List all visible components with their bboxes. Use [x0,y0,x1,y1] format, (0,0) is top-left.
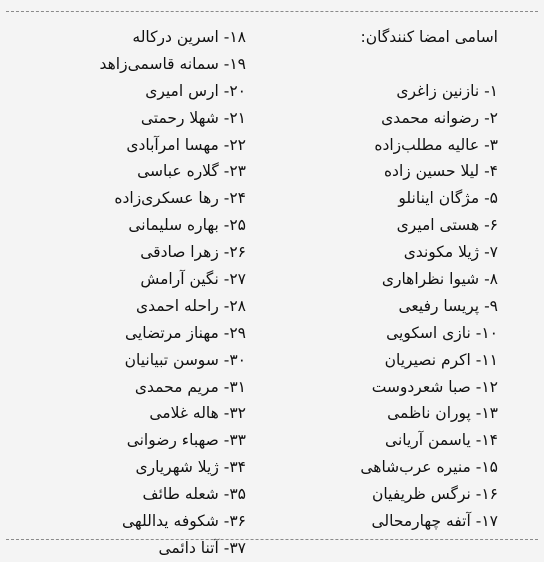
signatory-name: هاله غلامی [149,404,219,423]
signatory-number: ۳- [484,135,498,154]
signatory-number: ۱- [484,81,498,100]
list-heading: اسامی امضا کنندگان: [360,28,498,46]
signatory-name: نگین آرامش [140,270,219,289]
signatory-name: ژیلا شهریاری [135,458,219,477]
signatory-number: ۵- [484,189,498,208]
signatory-number: ۲۲- [223,135,246,154]
signatories-list-right [298,78,498,535]
signatory-number: ۳۰- [223,350,246,369]
signatory-item [16,347,246,374]
signatory-item [298,212,498,239]
signatory-number: ۱۱- [475,350,498,369]
signatory-name: نرگس ظریفیان [372,485,471,504]
signatory-number: ۲۳- [223,162,246,181]
signatory-number: ۲۶- [223,243,246,262]
signatory-item [298,185,498,212]
signatory-name: عالیه مطلب‌زاده [374,135,480,154]
signatory-name: رها عسکری‌زاده [114,189,219,208]
signatory-item [16,320,246,347]
signatory-number: ۷- [484,243,498,262]
signatory-item [298,132,498,159]
signatory-item [16,266,246,293]
signatory-number: ۳۴- [223,458,246,477]
signatory-item [16,239,246,266]
signatory-item [16,427,246,454]
signatory-name: ژیلا مکوندی [403,243,480,262]
heading-spacer [298,51,498,78]
signatories-list-left [16,24,246,562]
signatory-name: پریسا رفیعی [398,296,480,315]
signatory-name: گلاره عباسی [137,162,219,181]
signatory-item [16,132,246,159]
signatory-item [298,239,498,266]
signatory-number: ۲۷- [223,270,246,289]
signatory-name: اسرین درکاله [132,28,219,46]
signatory-number: ۴- [484,162,498,181]
signatory-item [16,454,246,481]
signatory-name: ارس امیری [145,81,219,100]
signatory-number: ۱۶- [475,485,498,504]
signatory-number: ۳۵- [223,485,246,504]
signatory-item [16,508,246,535]
signatory-item [298,78,498,105]
signatory-number: ۳۱- [223,377,246,396]
signatory-item [298,400,498,427]
signatory-item [298,508,498,535]
signatory-number: ۳۶- [223,512,246,531]
signatory-name: پوران ناظمی [387,404,471,423]
signatory-name: اکرم نصیریان [384,350,471,369]
signatory-item [298,427,498,454]
bottom-divider [6,539,538,540]
signatory-number: ۱۸- [223,28,246,46]
signatory-name: رضوانه محمدی [381,108,480,127]
signatory-name: راحله احمدی [135,296,219,315]
signatory-name: سوسن تبیانیان [124,350,219,369]
signatory-item [16,212,246,239]
signatory-name: مریم محمدی [134,377,219,396]
signatory-item [298,105,498,132]
signatory-item [16,105,246,132]
signatory-name: نازنین زاغری [396,81,480,100]
signatory-item [16,24,246,51]
signatory-item [298,158,498,185]
signatory-name: یاسمن آریانی [385,431,471,450]
signatory-item [16,51,246,78]
signatory-item [16,374,246,401]
signatory-number: ۱۹- [223,54,246,73]
signatory-number: ۱۳- [475,404,498,423]
signatory-number: ۸- [484,270,498,289]
signatory-name: مهناز مرتضایی [124,323,219,342]
signatory-name: شعله طائف [142,485,219,504]
signatory-name: مهسا امرآبادی [126,135,219,154]
signatory-item [298,347,498,374]
signatory-name: شهلا رحمتی [140,108,219,127]
signatory-number: ۱۲- [475,377,498,396]
signatory-item [298,266,498,293]
signatory-number: ۱۴- [475,431,498,450]
signatory-number: ۲- [484,108,498,127]
signatory-name: بهاره سلیمانی [128,216,219,235]
signatory-number: ۲۱- [223,108,246,127]
signatory-name: صبا شعردوست [371,377,471,396]
signatory-name: نازی اسکویی [386,323,471,342]
signatory-number: ۲۸- [223,296,246,315]
signatory-name: لیلا حسین زاده [383,162,480,181]
signatory-number: ۱۵- [475,458,498,477]
signatory-name: زهرا صادقی [140,243,219,262]
signatory-name: آتنا دائمی [158,538,219,557]
signatory-name: صهباء رضوانی [126,431,219,450]
signatory-number: ۲۴- [223,189,246,208]
signatory-number: ۳۲- [223,404,246,423]
signatory-number: ۶- [484,216,498,235]
signatory-item [16,481,246,508]
signatory-name: منیره عرب‌شاهی [360,458,471,477]
signatories-column-left [16,24,246,562]
signatory-item [298,454,498,481]
signatory-item [16,293,246,320]
signatory-number: ۹- [484,296,498,315]
signatory-number: ۲۰- [223,81,246,100]
signatory-number: ۱۷- [475,512,498,531]
signatory-name: مژگان اینانلو [398,189,480,208]
signatory-name: شیوا نظراهاری [381,270,480,289]
signatory-item [16,78,246,105]
signatory-name: شکوفه یداللهی [121,512,219,531]
signatory-item [298,481,498,508]
signatories-column-right [298,24,498,535]
signatory-item [298,320,498,347]
signatory-item [16,400,246,427]
signatory-number: ۳۳- [223,431,246,450]
signatory-item [298,293,498,320]
signatory-item [298,374,498,401]
signatory-name: سمانه قاسمی‌زاهد [99,54,219,73]
signatory-number: ۳۷- [223,538,246,557]
signatory-name: آتفه چهارمحالی [371,512,471,531]
signatory-number: ۱۰- [475,323,498,342]
top-divider [6,11,538,12]
signatory-number: ۲۹- [223,323,246,342]
signatory-item [16,158,246,185]
signatory-name: هستی امیری [396,216,480,235]
signatory-number: ۲۵- [223,216,246,235]
signatory-item [16,185,246,212]
